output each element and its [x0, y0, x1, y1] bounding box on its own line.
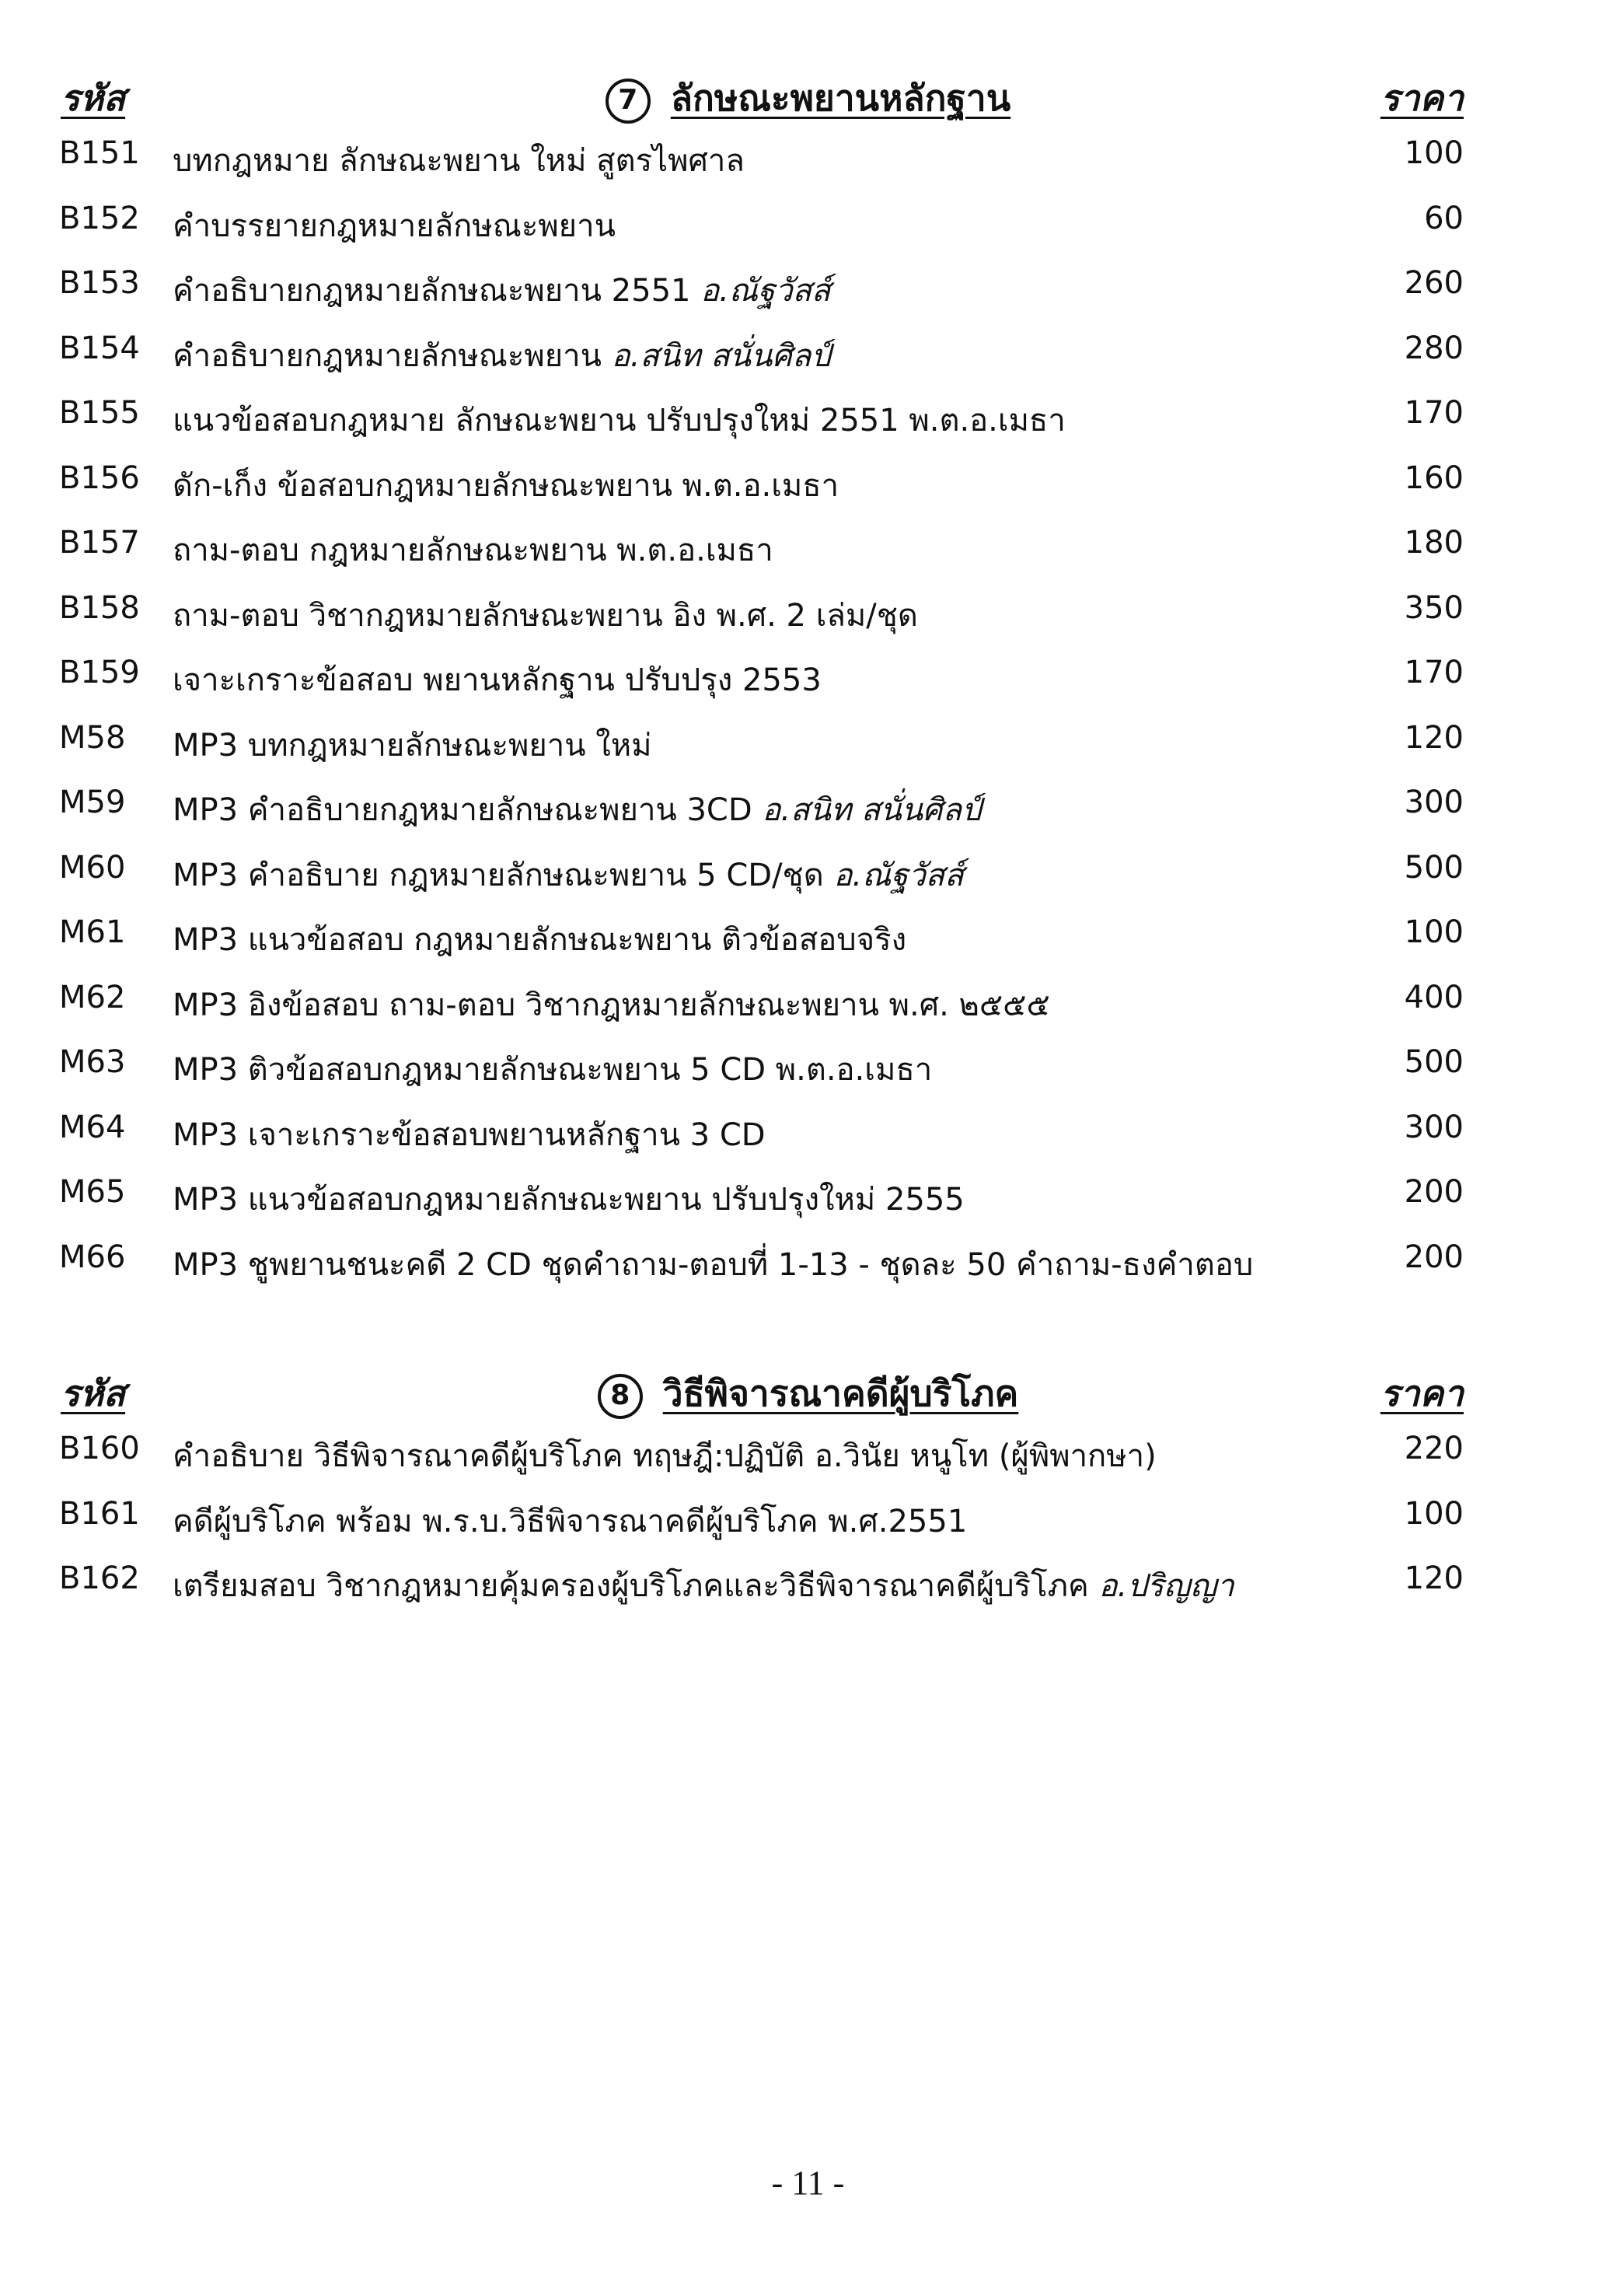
section-number-badge: 8 — [598, 1374, 643, 1419]
item-price: 260 — [1404, 265, 1464, 301]
item-title-cell — [173, 1431, 1157, 1480]
item-price: 500 — [1404, 1044, 1464, 1080]
list-item — [0, 126, 1616, 191]
list-item — [0, 970, 1616, 1036]
item-code: B160 — [59, 1431, 140, 1466]
list-item — [0, 645, 1616, 711]
section-consumer-procedure — [0, 1356, 1616, 1616]
item-title-cell — [173, 850, 964, 900]
list-item — [0, 840, 1616, 906]
item-title: MP3 อิงข้อสอบ ถาม-ตอบ วิชากฎหมายลักษณะพยาน พ.ศ. ๒๕๕๕ — [173, 987, 1050, 1023]
item-price: 220 — [1404, 1431, 1464, 1466]
list-item — [0, 191, 1616, 257]
item-price: 400 — [1404, 979, 1464, 1015]
item-title: คำอธิบายกฎหมายลักษณะพยาน — [173, 337, 602, 374]
item-title: คำบรรยายกฎหมายลักษณะพยาน — [173, 208, 616, 244]
item-price: 100 — [1404, 1495, 1464, 1532]
item-title-cell — [173, 330, 831, 380]
code-column-header: รหัส — [61, 1372, 126, 1414]
item-price: 200 — [1404, 1239, 1464, 1275]
item-code: M66 — [59, 1239, 126, 1275]
item-code: B153 — [59, 265, 140, 301]
item-price: 100 — [1404, 135, 1464, 171]
item-title: บทกฎหมาย ลักษณะพยาน ใหม่ สูตรไพศาล — [173, 143, 745, 179]
section-title — [0, 1365, 1616, 1422]
item-code: B161 — [59, 1495, 140, 1532]
list-item — [0, 256, 1616, 321]
item-title: คำอธิบาย วิธีพิจารณาคดีผู้บริโภค ทฤษฎี:ปฏิบัติ อ.วินัย หนูโท (ผู้พิพากษา) — [173, 1438, 1157, 1474]
item-title-cell — [173, 135, 745, 185]
item-price: 280 — [1404, 330, 1464, 366]
list-item — [0, 1100, 1616, 1165]
item-title: MP3 ชูพยานชนะคดี 2 CD ชุดคำถาม-ตอบที่ 1-13 - ชุดละ 50 คำถาม-ธงคำตอบ — [173, 1246, 1254, 1283]
item-author: อ.สนิท สนั่นศิลป์ — [762, 792, 982, 828]
item-list — [0, 126, 1616, 1295]
item-code: M58 — [59, 719, 126, 756]
section-number-badge: 7 — [606, 79, 651, 124]
item-title-cell — [173, 1174, 965, 1224]
item-title-cell — [173, 1560, 1234, 1610]
item-title: MP3 เจาะเกราะข้อสอบพยานหลักฐาน 3 CD — [173, 1117, 766, 1153]
section-evidence — [0, 61, 1616, 1295]
item-code: B155 — [59, 395, 140, 431]
list-item — [0, 1035, 1616, 1100]
item-title: แนวข้อสอบกฎหมาย ลักษณะพยาน ปรับปรุงใหม่ 2551 พ.ต.อ.เมธา — [173, 403, 1066, 439]
item-title: ถาม-ตอบ วิชากฎหมายลักษณะพยาน อิง พ.ศ. 2 เล่ม/ชุด — [173, 597, 918, 634]
item-title-cell — [173, 785, 981, 834]
item-title-cell — [173, 1496, 967, 1546]
item-price: 60 — [1424, 200, 1464, 236]
item-title-cell — [173, 395, 1066, 445]
item-code: B158 — [59, 589, 140, 626]
item-title: ถาม-ตอบ กฎหมายลักษณะพยาน พ.ต.อ.เมธา — [173, 533, 773, 568]
item-title-cell — [173, 201, 616, 250]
item-author: อ.ณัฐวัสส์ — [833, 857, 964, 893]
list-item — [0, 1421, 1616, 1487]
item-title-cell — [173, 1044, 932, 1094]
item-code: M65 — [59, 1174, 126, 1210]
list-item — [0, 451, 1616, 516]
item-title-cell — [173, 590, 918, 640]
item-title-cell — [173, 1239, 1253, 1289]
section-header — [0, 1356, 1616, 1421]
item-title: เจาะเกราะข้อสอบ พยานหลักฐาน ปรับปรุง 2553 — [173, 662, 822, 698]
item-price: 500 — [1404, 849, 1464, 886]
item-title-cell — [173, 460, 839, 510]
item-code: M62 — [59, 979, 126, 1015]
item-title: MP3 ติวข้อสอบกฎหมายลักษณะพยาน 5 CD พ.ต.อ.เมธา — [173, 1052, 933, 1088]
section-title-text: วิธีพิจารณาคดีผู้บริโภค — [662, 1372, 1019, 1414]
item-code: M64 — [59, 1109, 126, 1145]
item-title: ดัก-เก็ง ข้อสอบกฎหมายลักษณะพยาน พ.ต.อ.เมธา — [173, 467, 839, 504]
item-code: B152 — [59, 200, 140, 236]
list-item — [0, 1165, 1616, 1230]
item-price: 170 — [1404, 655, 1464, 690]
item-title-cell — [173, 265, 830, 315]
list-item — [0, 711, 1616, 776]
section-title-text: ลักษณะพยานหลักฐาน — [670, 77, 1011, 119]
list-item — [0, 321, 1616, 386]
item-code: B157 — [59, 525, 140, 561]
code-column-header: รหัส — [61, 77, 126, 119]
list-item — [0, 1551, 1616, 1616]
item-code: M63 — [59, 1044, 126, 1080]
section-header — [0, 61, 1616, 126]
item-price: 350 — [1404, 589, 1464, 626]
item-title: MP3 แนวข้อสอบกฎหมายลักษณะพยาน ปรับปรุงใหม่ 2555 — [173, 1182, 965, 1218]
item-price: 120 — [1404, 719, 1464, 756]
item-title: MP3 คำอธิบายกฎหมายลักษณะพยาน 3CD — [173, 792, 752, 828]
item-title-cell — [173, 525, 773, 575]
item-code: M59 — [59, 785, 126, 820]
list-item — [0, 581, 1616, 646]
item-price: 170 — [1404, 395, 1464, 431]
item-price: 160 — [1404, 460, 1464, 496]
item-title-cell — [173, 1110, 766, 1159]
item-title-cell — [173, 655, 822, 704]
item-author: อ.ณัฐวัสส์ — [700, 273, 831, 309]
item-price: 300 — [1404, 1109, 1464, 1145]
item-code: B162 — [59, 1560, 140, 1596]
item-title: MP3 บทกฎหมายลักษณะพยาน ใหม่ — [173, 727, 652, 764]
item-author: อ.ปริญญา — [1098, 1568, 1234, 1604]
item-price: 180 — [1404, 525, 1464, 561]
item-price: 100 — [1404, 914, 1464, 950]
item-price: 200 — [1404, 1174, 1464, 1210]
item-price: 120 — [1404, 1560, 1464, 1596]
page-number: - 11 - — [771, 2164, 845, 2202]
item-price: 300 — [1404, 785, 1464, 820]
item-title: MP3 คำอธิบาย กฎหมายลักษณะพยาน 5 CD/ชุด — [173, 857, 824, 893]
item-code: B154 — [59, 330, 140, 366]
item-title-cell — [173, 720, 652, 770]
list-item — [0, 515, 1616, 581]
list-item — [0, 1230, 1616, 1295]
price-column-header: ราคา — [1380, 77, 1464, 119]
item-list — [0, 1421, 1616, 1616]
item-author: อ.สนิท สนั่นศิลป์ — [611, 337, 831, 374]
item-code: M61 — [59, 914, 126, 950]
list-item — [0, 1487, 1616, 1552]
section-title — [0, 70, 1616, 127]
list-item — [0, 386, 1616, 451]
item-title: MP3 แนวข้อสอบ กฎหมายลักษณะพยาน ติวข้อสอบจริง — [173, 922, 907, 958]
price-column-header: ราคา — [1380, 1372, 1464, 1414]
item-code: B156 — [59, 460, 140, 496]
list-item — [0, 775, 1616, 840]
list-item — [0, 905, 1616, 970]
item-title-cell — [173, 914, 906, 964]
item-title: เตรียมสอบ วิชากฎหมายคุ้มครองผู้บริโภคและวิธีพิจารณาคดีผู้บริโภค — [173, 1568, 1089, 1604]
item-code: B159 — [59, 655, 140, 690]
item-code: B151 — [59, 135, 140, 171]
item-title-cell — [173, 980, 1050, 1029]
item-code: M60 — [59, 849, 126, 886]
item-title: คดีผู้บริโภค พร้อม พ.ร.บ.วิธีพิจารณาคดีผู้บริโภค พ.ศ.2551 — [173, 1503, 968, 1539]
item-title: คำอธิบายกฎหมายลักษณะพยาน 2551 — [173, 273, 691, 309]
